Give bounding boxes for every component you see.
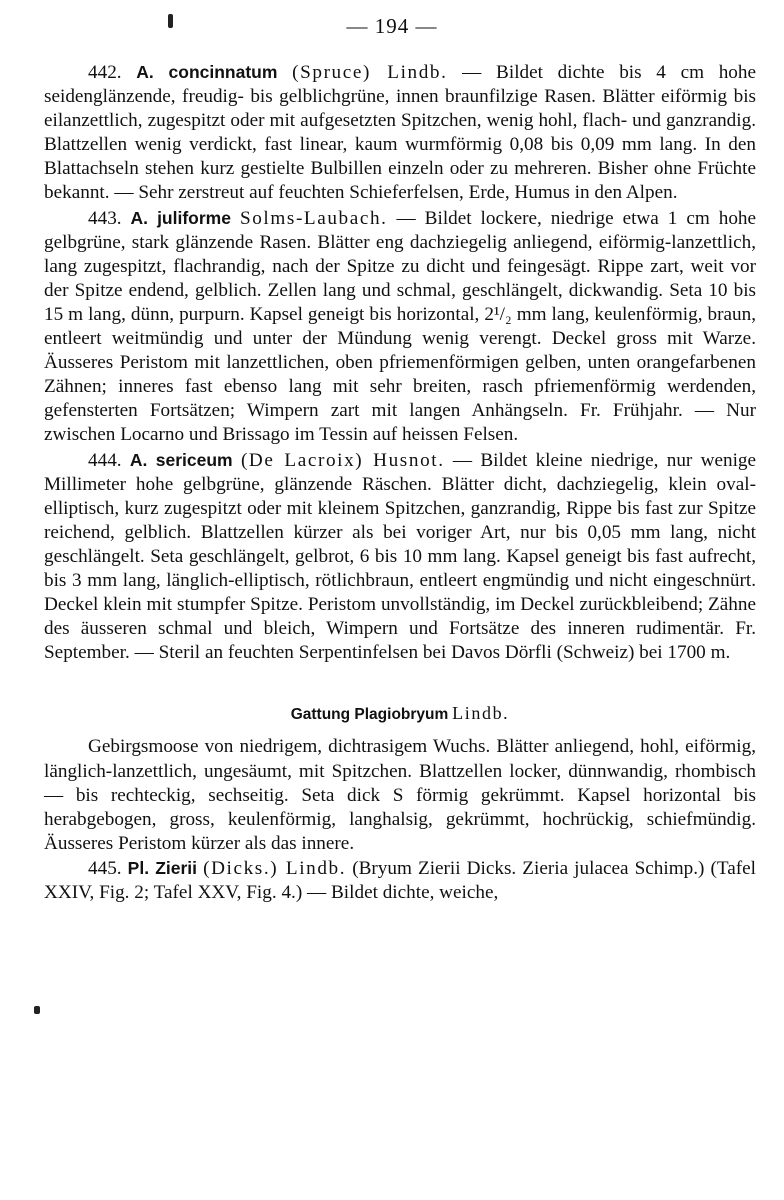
entry-number: 444.: [88, 449, 122, 471]
entry-number: 442.: [88, 62, 122, 83]
species-authority: (Dicks.) Lindb.: [203, 857, 347, 879]
page-body: [44, 60, 756, 905]
species-authority: Solms-Laubach.: [239, 207, 388, 229]
genus-description: Gebirgsmoose von niedrigem, dichtrasigem Wuchs. Blätter anliegend, hohl, eiförmig, länglich-lanzettlich, ungesäumt, mit Spitzchen. Blattzellen locker, dünnwandig, rhombisch — bis rechteckig, sechseitig. Seta dick S förmig gekrümmt. Kapsel horizontal bis herabgebogen, gross, keulenförmig, langhalsig, gekrümmt, hochrückig, schiefmündig. Äusseres Peristom kürzer als das innere.: [44, 736, 756, 854]
species-name: A. sericeum: [129, 449, 233, 470]
species-description: — Bildet dichte bis 4 cm hohe seidenglänzende, freudig- bis gelblichgrüne, innen braunfilzige Rasen. Blätter eiförmig bis eilanzettlich, zugespitzt oder mit aufgesetzten Spitzchen, wenig hohl, flach- und ganzrandig. Blattzellen wenig verdickt, fast linear, kaum wurmförmig 0,08 bis 0,09 mm lang. In den Blattachseln stehen kurz gestielte Bulbillen einzeln oder zu mehreren. Bisher ohne Früchte bekannt. — Sehr zerstreut auf feuchten Schieferfelsen, Erde, Humus in den Alpen.: [44, 62, 756, 204]
entry-number: 443.: [88, 207, 122, 229]
genus-heading: [44, 701, 756, 727]
species-entry-443: [44, 206, 756, 448]
ink-mark: [34, 1006, 40, 1014]
species-entry-444: [44, 448, 756, 666]
species-entry-445: [44, 856, 756, 905]
species-entry-442: [44, 60, 756, 206]
page-number: — 194 —: [346, 14, 438, 38]
species-authority: (Spruce) Lindb.: [292, 62, 448, 83]
genus-authority: Lindb.: [452, 703, 510, 724]
entry-number: 445.: [88, 857, 122, 879]
species-name: A. concinnatum: [136, 62, 278, 82]
genus-name: Gattung Plagiobryum: [290, 706, 449, 724]
species-description: — Bildet lockere, niedrige etwa 1 cm hohe gelbgrüne, stark glänzende Rasen. Blätter eng dachziegelig anliegend, eiförmig-lanzettlich, lang zugespitzt, flachrandig, nach der Spitze zu dicht und feingesägt. Rippe zart, weit vor der Spitze endend, gelblich. Zellen lang und schmal, geschlängelt, dickwandig. Seta 10 bis 15 m lang, dünn, purpurn. Kapsel geneigt bis horizontal, 2¹/₂ mm lang, keulenförmig, braun, entleert weitmündig und unter der Mündung wenig verengt. Deckel gross mit Warze. Äusseres Peristom mit lanzettlichen, oben pfriemenförmigen gelben, unten orangefarbenen Zähnen; inneres fast ebenso lang mit sehr breiten, rasch pfriemenförmig werdenden, gefensterten Fortsätzen; Wimpern zart mit langen Anhängseln. Fr. Frühjahr. — Nur zwischen Locarno und Brissago im Tessin auf heissen Felsen.: [44, 207, 757, 446]
species-description: (Bryum Zierii Dicks. Zieria julacea Schimp.) (Tafel XXIV, Fig. 2; Tafel XXV, Fig. 4.) — Bildet dichte, weiche,: [44, 857, 756, 903]
species-name: A. juliforme: [130, 207, 231, 228]
species-description: — Bildet kleine niedrige, nur wenige Millimeter hohe gelbgrüne, glänzende Räschen. Blätter dicht, dachziegelig, klein oval-elliptisch, kurz zugespitzt oder mit kleinem Spitzchen, ganzrandig, Rippe bis fast zur Spitze reichend, gelblich. Blattzellen kürzer als bei voriger Art, nur bis 0,05 mm lang, nicht geschlängelt. Seta geschlängelt, gelbrot, 6 bis 10 mm lang. Kapsel geneigt bis fast aufrecht, bis 3 mm lang, länglich-elliptisch, rötlichbraun, entleert engmündig und nicht eingeschnürt. Deckel klein mit stumpfer Spitze. Peristom unvollständig, im Deckel zurückbleibend; Zähne des äusseren schmal und bleich, Wimpern und Fortsätze des inneren rudimentär. Fr. September. — Steril an feuchten Serpentinfelsen bei Davos Dörfli (Schweiz) bei 1700 m.: [44, 449, 757, 664]
species-authority: (De Lacroix) Husnot.: [240, 449, 445, 471]
species-name: Pl. Zierii: [127, 857, 198, 878]
